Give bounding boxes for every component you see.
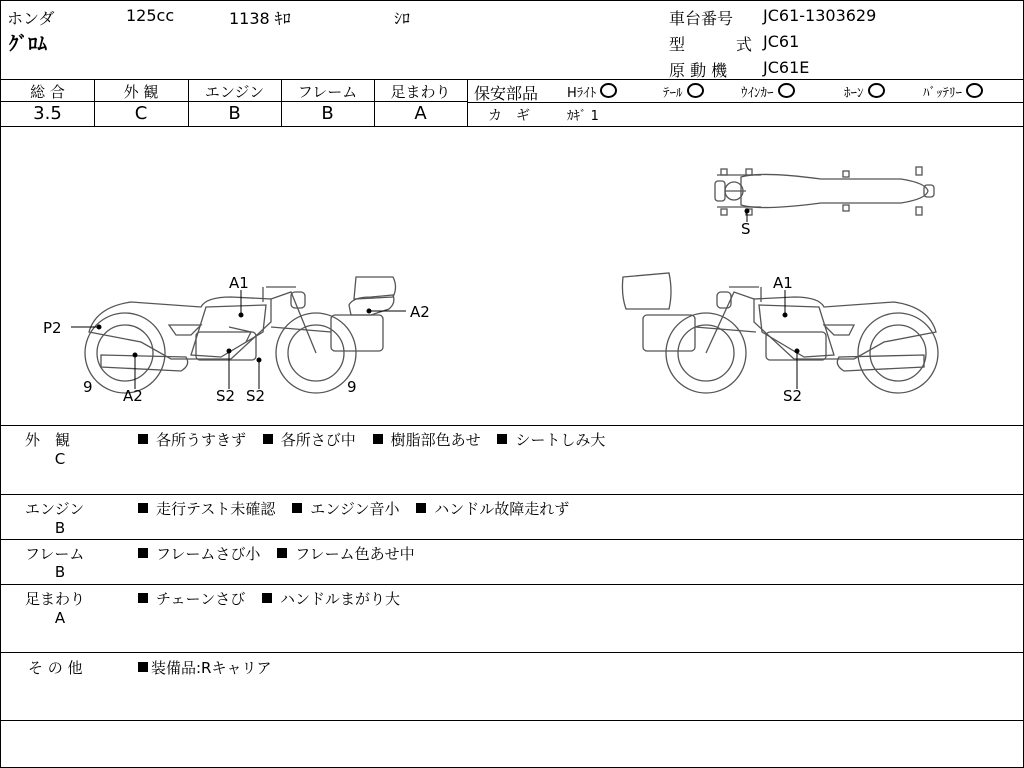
ok-circle-icon bbox=[868, 83, 885, 98]
bullet-square-icon bbox=[497, 434, 507, 444]
key-value: ｶｷﾞ 1 bbox=[567, 109, 599, 124]
note-item: エンジン音小 bbox=[292, 500, 399, 518]
section-grade-engine: B bbox=[54, 519, 66, 537]
bullet-square-icon bbox=[138, 662, 148, 672]
diagram-label: S bbox=[741, 220, 751, 238]
grade-label-engine: エンジン bbox=[204, 83, 265, 101]
model-name: ｸﾞﾛﾑ bbox=[9, 33, 48, 55]
divider bbox=[1, 652, 1023, 653]
motorcycle-diagram bbox=[1, 127, 1023, 425]
note-item: ハンドルまがり大 bbox=[262, 590, 400, 608]
motorcycle-top-view bbox=[715, 167, 934, 215]
grade-label-appearance: 外 観 bbox=[123, 83, 159, 101]
type-value: JC61 bbox=[763, 32, 800, 51]
note-item: 装備品:Rキャリア bbox=[138, 659, 271, 677]
section-label-suspension: 足まわり bbox=[25, 590, 86, 608]
safety-item-taillight: ﾃｰﾙ bbox=[663, 82, 704, 101]
engine-value: JC61E bbox=[763, 58, 810, 77]
bullet-square-icon bbox=[138, 434, 148, 444]
note-item: チェーンさび bbox=[138, 590, 245, 608]
note-item: 各所うすきず bbox=[138, 431, 246, 449]
bullet-square-icon bbox=[416, 503, 426, 513]
diagram-label: S2 bbox=[216, 387, 236, 405]
section-grade-frame: B bbox=[54, 563, 66, 581]
bullet-square-icon bbox=[138, 503, 148, 513]
section-notes-frame bbox=[138, 543, 427, 564]
color: ｼﾛ bbox=[394, 9, 411, 28]
bullet-square-icon bbox=[138, 593, 148, 603]
safety-item-headlight: Hﾗｲﾄ bbox=[567, 82, 617, 101]
section-grade-suspension: A bbox=[54, 609, 66, 627]
grade-label-suspension: 足まわり bbox=[390, 83, 451, 101]
diagram-label: A2 bbox=[410, 303, 430, 321]
diagram-label: S2 bbox=[783, 387, 803, 405]
note-item: フレームさび小 bbox=[138, 545, 260, 563]
diagram-label: 9 bbox=[347, 378, 357, 396]
note-item: 樹脂部色あせ bbox=[373, 431, 481, 449]
bullet-square-icon bbox=[263, 434, 273, 444]
grade-value-frame: B bbox=[321, 103, 334, 124]
bullet-square-icon bbox=[373, 434, 383, 444]
safety-item-horn: ﾎｰﾝ bbox=[844, 82, 885, 101]
note-item: 走行テスト未確認 bbox=[138, 500, 275, 518]
maker: ホンダ bbox=[7, 9, 55, 28]
bullet-square-icon bbox=[138, 548, 148, 558]
diagram-label: P2 bbox=[43, 319, 62, 337]
diagram-label: A2 bbox=[123, 387, 143, 405]
divider bbox=[1, 79, 1023, 80]
diagram-label: S2 bbox=[246, 387, 266, 405]
divider bbox=[1, 425, 1023, 426]
note-item: フレーム色あせ中 bbox=[277, 545, 414, 563]
mileage: 1138 ｷﾛ bbox=[229, 9, 291, 28]
grade-label-total: 総 合 bbox=[30, 83, 65, 101]
type-label-2: 式 bbox=[736, 35, 753, 54]
divider bbox=[1, 584, 1023, 585]
frame-number: JC61-1303629 bbox=[763, 6, 877, 25]
section-notes-appearance bbox=[138, 429, 617, 450]
bullet-square-icon bbox=[277, 548, 287, 558]
divider bbox=[1, 720, 1023, 721]
section-notes-suspension bbox=[138, 588, 412, 609]
section-notes-other bbox=[138, 657, 283, 678]
diagram-label: A1 bbox=[773, 274, 793, 292]
section-notes-engine bbox=[138, 498, 581, 519]
grade-value-total: 3.5 bbox=[33, 103, 62, 124]
note-item: 各所さび中 bbox=[263, 431, 356, 449]
ok-circle-icon bbox=[687, 83, 704, 98]
key-label: カ ギ bbox=[488, 108, 530, 124]
displacement: 125cc bbox=[126, 6, 175, 25]
note-item: シートしみ大 bbox=[497, 431, 605, 449]
diagram-label: 9 bbox=[83, 378, 93, 396]
grade-value-appearance: C bbox=[134, 103, 148, 124]
motorcycle-left-view bbox=[85, 277, 396, 393]
engine-label: 原 動 機 bbox=[669, 61, 728, 80]
ok-circle-icon bbox=[600, 83, 617, 98]
divider bbox=[467, 102, 1023, 103]
ok-circle-icon bbox=[778, 83, 795, 98]
section-label-other: そ の 他 bbox=[28, 659, 83, 677]
diagram-label: A1 bbox=[229, 274, 249, 292]
grade-label-frame: フレーム bbox=[297, 83, 358, 101]
safety-label: 保安部品 bbox=[474, 84, 539, 103]
bullet-square-icon bbox=[292, 503, 302, 513]
bullet-square-icon bbox=[262, 593, 272, 603]
section-grade-appearance: C bbox=[54, 450, 66, 468]
section-label-frame: フレーム bbox=[25, 545, 85, 563]
section-label-appearance: 外 観 bbox=[25, 431, 71, 449]
safety-item-winker: ｳｲﾝｶｰ bbox=[741, 82, 795, 101]
divider bbox=[1, 539, 1023, 540]
section-label-engine: エンジン bbox=[25, 500, 85, 518]
ok-circle-icon bbox=[966, 83, 983, 98]
grade-value-suspension: A bbox=[414, 103, 427, 124]
type-label-1: 型 bbox=[669, 35, 686, 54]
note-item: ハンドル故障走れず bbox=[416, 500, 569, 518]
grade-value-engine: B bbox=[228, 103, 241, 124]
safety-item-battery: ﾊﾞｯﾃﾘｰ bbox=[923, 82, 983, 101]
divider bbox=[1, 494, 1023, 495]
frame-label: 車台番号 bbox=[669, 9, 734, 28]
